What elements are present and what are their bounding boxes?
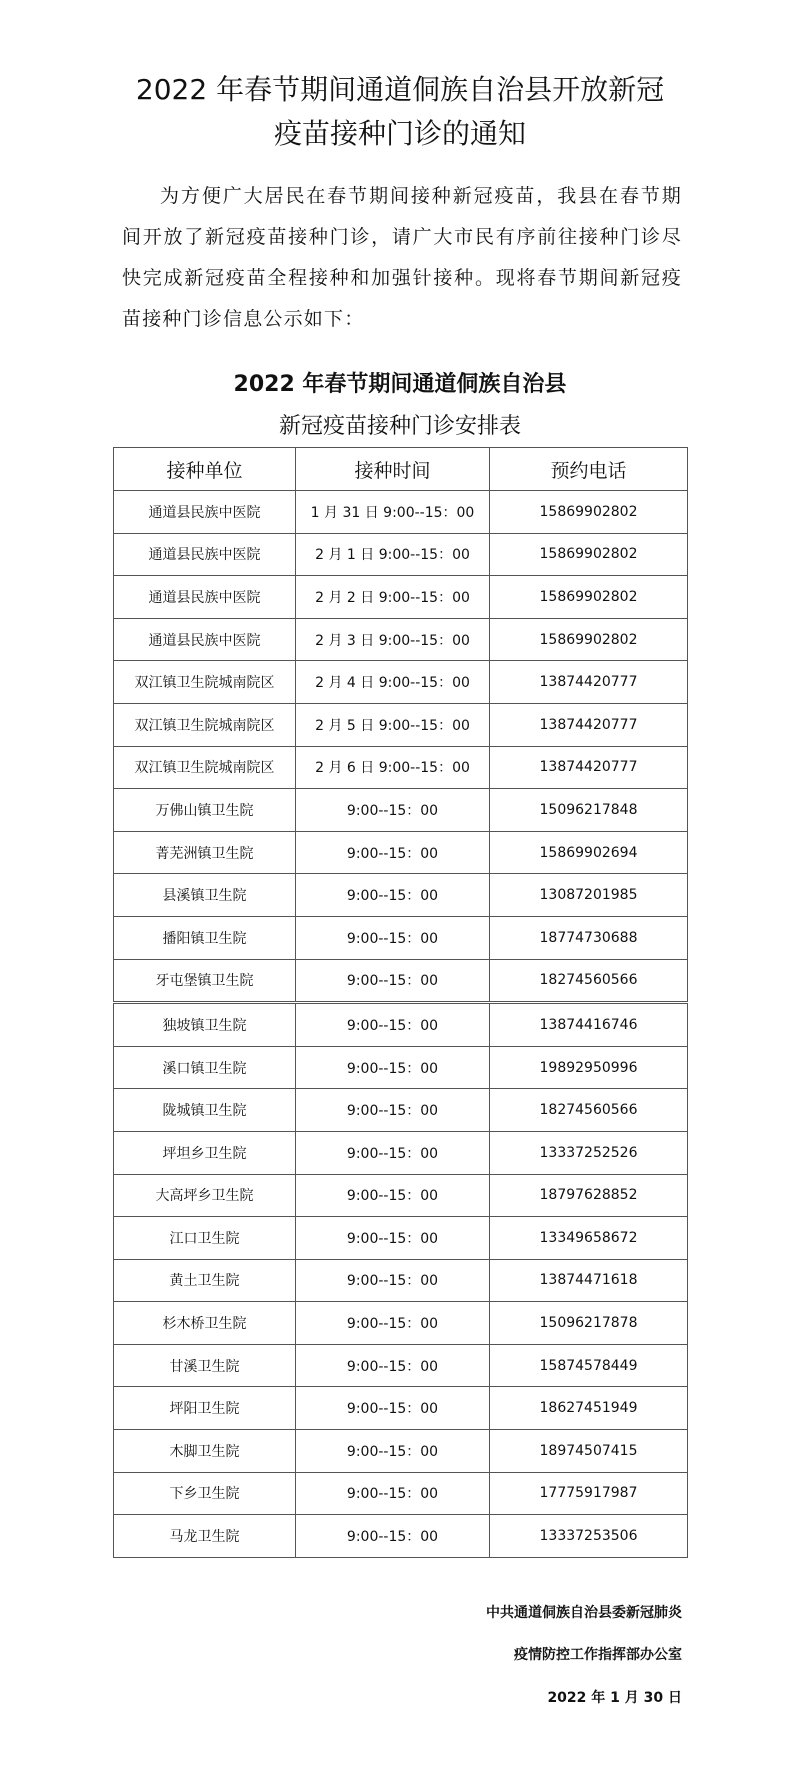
cell-time: 9:00--15：00 (296, 1344, 490, 1387)
table-row (114, 1217, 688, 1260)
cell-time: 2 月 4 日 9:00--15：00 (296, 661, 490, 704)
cell-unit: 杉木桥卫生院 (114, 1302, 296, 1345)
table-row (114, 1259, 688, 1302)
cell-unit: 双江镇卫生院城南院区 (114, 746, 296, 789)
vaccination-schedule-table (113, 447, 688, 1558)
cell-unit: 木脚卫生院 (114, 1430, 296, 1473)
cell-time: 9:00--15：00 (296, 1515, 490, 1558)
table-row (114, 746, 688, 789)
cell-time: 9:00--15：00 (296, 1302, 490, 1345)
cell-unit: 通道县民族中医院 (114, 618, 296, 661)
cell-time: 9:00--15：00 (296, 1046, 490, 1089)
cell-unit: 下乡卫生院 (114, 1472, 296, 1515)
table-row (114, 874, 688, 917)
intro-paragraph: 为方便广大居民在春节期间接种新冠疫苗，我县在春节期间开放了新冠疫苗接种门诊，请广大市民有序前往接种门诊尽快完成新冠疫苗全程接种和加强针接种。现将春节期间新冠疫苗接种门诊信息公示如下： (122, 185, 682, 330)
cell-unit: 大高坪乡卫生院 (114, 1174, 296, 1217)
table-row (114, 576, 688, 619)
cell-phone: 13337253506 (490, 1515, 688, 1558)
cell-time: 9:00--15：00 (296, 959, 490, 1003)
cell-unit: 黄土卫生院 (114, 1259, 296, 1302)
cell-unit: 甘溪卫生院 (114, 1344, 296, 1387)
header-unit: 接种单位 (114, 448, 296, 491)
notice-title (100, 68, 700, 156)
cell-phone: 17775917987 (490, 1472, 688, 1515)
notice-title-line1: 2022 年春节期间通道侗族自治县开放新冠 (135, 73, 665, 106)
cell-phone: 19892950996 (490, 1046, 688, 1089)
cell-phone: 18974507415 (490, 1430, 688, 1473)
table-row (114, 1472, 688, 1515)
table-row (114, 1174, 688, 1217)
table-row (114, 1430, 688, 1473)
table-row (114, 491, 688, 534)
cell-unit: 通道县民族中医院 (114, 576, 296, 619)
table-row (114, 618, 688, 661)
table-title (100, 364, 700, 448)
cell-phone: 15874578449 (490, 1344, 688, 1387)
cell-phone: 15869902802 (490, 491, 688, 534)
cell-unit: 陇城镇卫生院 (114, 1089, 296, 1132)
table-row (114, 1387, 688, 1430)
table-row (114, 1003, 688, 1047)
cell-phone: 13874420777 (490, 746, 688, 789)
cell-time: 2 月 6 日 9:00--15：00 (296, 746, 490, 789)
cell-time: 9:00--15：00 (296, 1003, 490, 1047)
cell-time: 2 月 2 日 9:00--15：00 (296, 576, 490, 619)
table-row (114, 1302, 688, 1345)
footer-date: 2022 年 1 月 30 日 (547, 1690, 682, 1706)
cell-unit: 独坡镇卫生院 (114, 1003, 296, 1047)
cell-unit: 播阳镇卫生院 (114, 916, 296, 959)
cell-time: 2 月 3 日 9:00--15：00 (296, 618, 490, 661)
cell-unit: 菁芜洲镇卫生院 (114, 831, 296, 874)
table-row (114, 1131, 688, 1174)
table-title-line2: 新冠疫苗接种门诊安排表 (278, 414, 521, 439)
header-phone: 预约电话 (490, 448, 688, 491)
footer-org-line1: 中共通道侗族自治县委新冠肺炎 (486, 1605, 682, 1621)
cell-time: 2 月 5 日 9:00--15：00 (296, 703, 490, 746)
table-row (114, 789, 688, 832)
cell-time: 9:00--15：00 (296, 1472, 490, 1515)
table-row (114, 1089, 688, 1132)
cell-unit: 通道县民族中医院 (114, 533, 296, 576)
cell-phone: 18774730688 (490, 916, 688, 959)
cell-unit: 双江镇卫生院城南院区 (114, 703, 296, 746)
cell-phone: 15869902802 (490, 576, 688, 619)
cell-time: 9:00--15：00 (296, 1259, 490, 1302)
cell-time: 1 月 31 日 9:00--15：00 (296, 491, 490, 534)
cell-unit: 双江镇卫生院城南院区 (114, 661, 296, 704)
table-row (114, 703, 688, 746)
cell-unit: 牙屯堡镇卫生院 (114, 959, 296, 1003)
cell-time: 9:00--15：00 (296, 1430, 490, 1473)
cell-phone: 13349658672 (490, 1217, 688, 1260)
table-title-line1: 2022 年春节期间通道侗族自治县 (233, 372, 567, 397)
cell-unit: 县溪镇卫生院 (114, 874, 296, 917)
cell-phone: 13874420777 (490, 703, 688, 746)
table-row (114, 916, 688, 959)
cell-unit: 通道县民族中医院 (114, 491, 296, 534)
cell-time: 9:00--15：00 (296, 831, 490, 874)
cell-unit: 溪口镇卫生院 (114, 1046, 296, 1089)
table-header-row (114, 448, 688, 491)
cell-time: 9:00--15：00 (296, 1174, 490, 1217)
cell-time: 9:00--15：00 (296, 874, 490, 917)
cell-phone: 15869902802 (490, 618, 688, 661)
notice-title-line2: 疫苗接种门诊的通知 (273, 117, 526, 150)
cell-phone: 13337252526 (490, 1131, 688, 1174)
table-row (114, 959, 688, 1003)
table-body (114, 491, 688, 1558)
cell-time: 9:00--15：00 (296, 789, 490, 832)
table-row (114, 1344, 688, 1387)
table-row (114, 831, 688, 874)
cell-time: 9:00--15：00 (296, 1217, 490, 1260)
cell-phone: 15096217848 (490, 789, 688, 832)
cell-phone: 18274560566 (490, 1089, 688, 1132)
cell-time: 9:00--15：00 (296, 1387, 490, 1430)
cell-phone: 13874416746 (490, 1003, 688, 1047)
header-time: 接种时间 (296, 448, 490, 491)
cell-phone: 13087201985 (490, 874, 688, 917)
cell-time: 9:00--15：00 (296, 1131, 490, 1174)
cell-unit: 坪坦乡卫生院 (114, 1131, 296, 1174)
cell-phone: 18274560566 (490, 959, 688, 1003)
cell-unit: 江口卫生院 (114, 1217, 296, 1260)
cell-phone: 18797628852 (490, 1174, 688, 1217)
cell-phone: 13874471618 (490, 1259, 688, 1302)
cell-time: 9:00--15：00 (296, 1089, 490, 1132)
cell-time: 9:00--15：00 (296, 916, 490, 959)
cell-phone: 15869902694 (490, 831, 688, 874)
cell-phone: 15869902802 (490, 533, 688, 576)
cell-time: 2 月 1 日 9:00--15：00 (296, 533, 490, 576)
cell-phone: 15096217878 (490, 1302, 688, 1345)
footer-org-line2: 疫情防控工作指挥部办公室 (514, 1647, 682, 1663)
cell-phone: 18627451949 (490, 1387, 688, 1430)
cell-unit: 马龙卫生院 (114, 1515, 296, 1558)
table-row (114, 533, 688, 576)
table-row (114, 661, 688, 704)
table-row (114, 1515, 688, 1558)
cell-phone: 13874420777 (490, 661, 688, 704)
cell-unit: 坪阳卫生院 (114, 1387, 296, 1430)
table-row (114, 1046, 688, 1089)
cell-unit: 万佛山镇卫生院 (114, 789, 296, 832)
